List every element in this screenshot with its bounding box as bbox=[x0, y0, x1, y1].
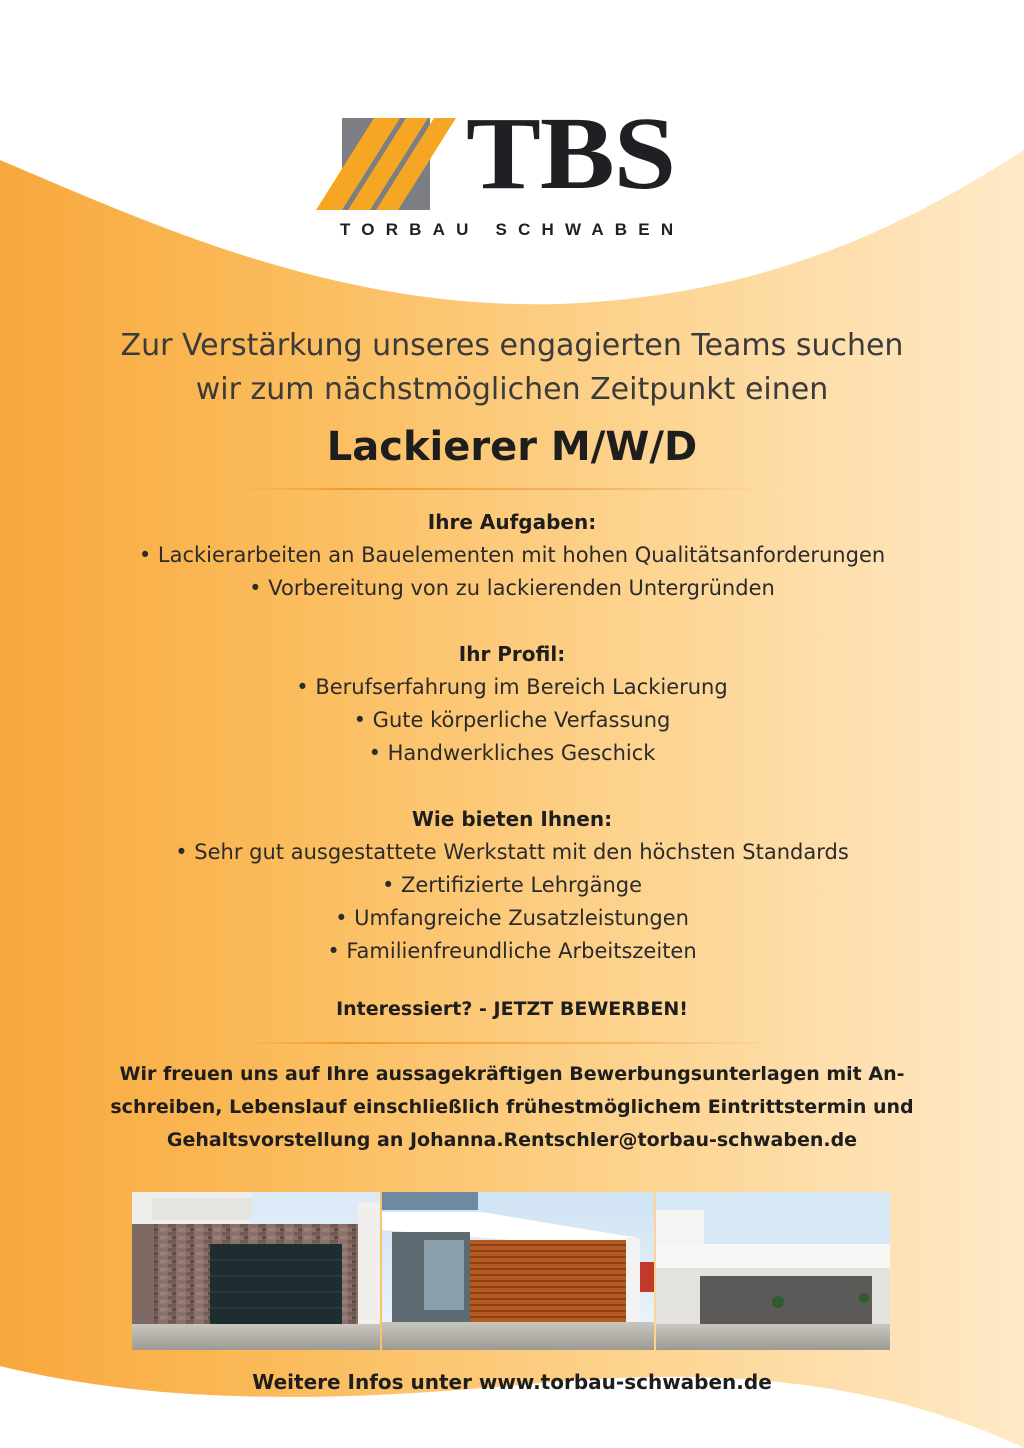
section-heading: Wie bieten Ihnen: bbox=[411, 807, 613, 831]
list-item: • Vorbereitung von zu lackierenden Untergründen bbox=[249, 576, 775, 600]
section-heading: Ihr Profil: bbox=[458, 642, 566, 666]
list-item: • Gute körperliche Verfassung bbox=[353, 708, 671, 732]
section-aufgaben bbox=[0, 506, 1024, 605]
list-item: • Berufserfahrung im Bereich Lackierung bbox=[296, 675, 728, 699]
list-item: • Zertifizierte Lehrgänge bbox=[381, 873, 643, 897]
garage-photo-strip bbox=[132, 1192, 890, 1350]
application-line-1: Wir freuen uns auf Ihre aussagekräftigen Bewerbungsunterlagen mit An- bbox=[119, 1063, 905, 1085]
intro-line-1: Zur Verstärkung unseres engagierten Teams suchen bbox=[120, 328, 904, 363]
tbs-logo bbox=[316, 96, 696, 244]
footer-website-text: Weitere Infos unter www.torbau-schwaben.de bbox=[252, 1370, 772, 1394]
intro-text bbox=[0, 324, 1024, 412]
section-bieten bbox=[0, 803, 1024, 968]
application-line-2: schreiben, Lebenslauf einschließlich frühestmöglichem Eintrittstermin und bbox=[110, 1096, 914, 1118]
list-item: • Sehr gut ausgestattete Werkstatt mit den höchsten Standards bbox=[175, 840, 849, 864]
section-profil bbox=[0, 638, 1024, 770]
photo-brick-garage bbox=[132, 1192, 380, 1350]
list-item: • Umfangreiche Zusatzleistungen bbox=[335, 906, 689, 930]
logo-stripes-icon bbox=[316, 118, 466, 210]
logo-subtitle: TORBAU SCHWABEN bbox=[340, 220, 685, 239]
logo-brand-text: TBS bbox=[466, 96, 676, 211]
application-line-3: Gehaltsvorstellung an Johanna.Rentschler@torbau-schwaben.de bbox=[166, 1129, 858, 1151]
call-to-action: Interessiert? - JETZT BEWERBEN! bbox=[336, 998, 688, 1020]
application-text bbox=[90, 1058, 934, 1157]
divider-bottom bbox=[236, 1042, 796, 1044]
list-item: • Familienfreundliche Arbeitszeiten bbox=[327, 939, 697, 963]
photo-flat-garage bbox=[656, 1192, 890, 1350]
job-title: Lackierer M/W/D bbox=[326, 424, 698, 470]
divider-top bbox=[236, 488, 788, 490]
list-item: • Handwerkliches Geschick bbox=[368, 741, 656, 765]
photo-wood-garage bbox=[382, 1192, 654, 1350]
intro-line-2: wir zum nächstmöglichen Zeitpunkt einen bbox=[195, 372, 829, 407]
section-heading: Ihre Aufgaben: bbox=[427, 510, 597, 534]
list-item: • Lackierarbeiten an Bauelementen mit hohen Qualitätsanforderungen bbox=[138, 543, 886, 567]
